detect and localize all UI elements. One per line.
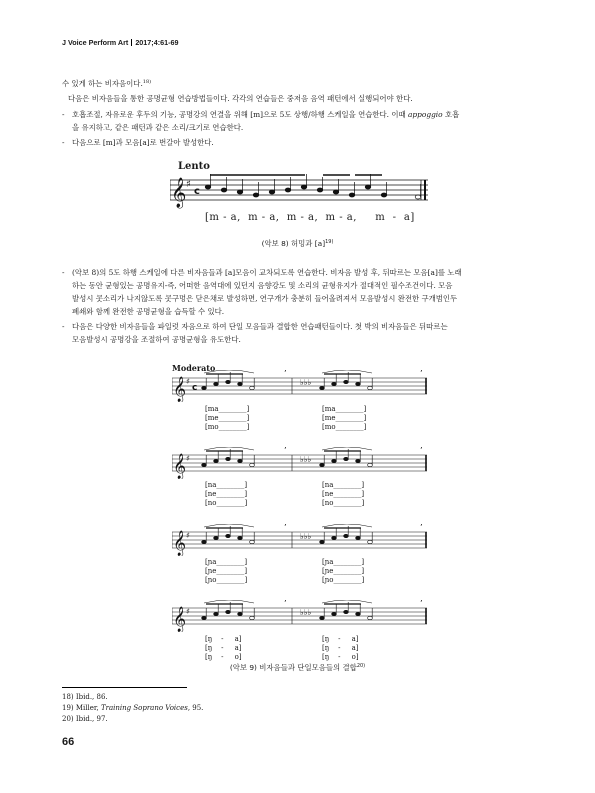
breath-mark-icon: ’ bbox=[420, 370, 423, 378]
syllable-line: [na________] bbox=[205, 481, 248, 489]
note-head bbox=[349, 193, 355, 197]
treble-clef-icon: 𝄞 bbox=[173, 531, 187, 556]
sharp-icon: ♯ bbox=[186, 179, 191, 190]
caption-figure-8 bbox=[0, 238, 595, 249]
note-head bbox=[250, 616, 255, 619]
tempo-mark-lento: Lento bbox=[178, 161, 210, 172]
breath-mark-icon: ’ bbox=[284, 370, 287, 378]
flat-icon: ♭♭♭ bbox=[300, 378, 312, 387]
note-head bbox=[344, 457, 349, 460]
note-head bbox=[368, 616, 373, 619]
page-number: 66 bbox=[62, 736, 75, 748]
sharp-icon: ♯ bbox=[186, 377, 190, 386]
caption-text: (악보 8) 허밍과 [a] bbox=[261, 239, 326, 248]
syllable-line: [ŋ - a] bbox=[322, 635, 359, 643]
note-head bbox=[356, 382, 361, 385]
bullet-1-line-1 bbox=[72, 110, 459, 120]
note-head bbox=[253, 193, 259, 197]
syllable-line: [ɲo________] bbox=[322, 576, 365, 584]
journal-issue: 2017;4:61-69 bbox=[135, 38, 179, 47]
bullet-3-line-2: 하는 동안 균형있는 공명유지-즉, 어떠한 음역대에 있던지 음향강도 및 소리의 균형유지가 절대적인 필수조건이다. 모음 bbox=[72, 281, 453, 290]
breath-mark-icon: ’ bbox=[284, 600, 287, 608]
syllable-line: [me________] bbox=[205, 414, 250, 422]
running-header bbox=[62, 38, 178, 47]
note-head bbox=[226, 380, 231, 383]
note-head bbox=[301, 185, 307, 189]
note-head bbox=[226, 534, 231, 537]
bullet-text: 호흡조절, 자유로운 후두의 기능, 공명강의 연결을 위해 [m]으로 5도 상행/하행 스케일을 연습한다. 이때 bbox=[72, 110, 406, 119]
note-head bbox=[238, 612, 243, 615]
caption-figure-9 bbox=[0, 662, 595, 673]
note-head bbox=[344, 380, 349, 383]
note-head bbox=[250, 463, 255, 466]
bullet-4-line-1: 다음은 다양한 비자음들을 파일럿 자음으로 하여 단일 모음들과 결합한 연습패턴들이다. 첫 박의 비자음들은 뒤따르는 bbox=[72, 322, 448, 331]
note-head bbox=[317, 188, 323, 192]
note-head bbox=[320, 616, 325, 619]
note-head bbox=[356, 612, 361, 615]
note-head bbox=[344, 610, 349, 613]
syllable-line: [ɲa________] bbox=[322, 558, 365, 566]
breath-mark-icon: ’ bbox=[420, 447, 423, 455]
syllable-line: [na________] bbox=[322, 481, 365, 489]
note-head bbox=[332, 382, 337, 385]
treble-clef-icon: 𝄞 bbox=[171, 178, 187, 208]
note-head bbox=[214, 536, 219, 539]
slur bbox=[204, 600, 254, 603]
footnote-ref: 19) bbox=[325, 239, 334, 245]
note-head bbox=[238, 536, 243, 539]
note-head bbox=[368, 386, 373, 389]
paragraph-text: 수 있게 하는 비자음이다. bbox=[62, 79, 143, 88]
note-head bbox=[269, 190, 275, 194]
syllable-line: [ŋ - o] bbox=[205, 653, 242, 661]
bullet-3-line-4: 폐쇄와 함께 완전한 공명균형을 습득할 수 있다. bbox=[72, 307, 225, 316]
music-staff-row bbox=[172, 524, 432, 556]
music-staff-row bbox=[172, 370, 432, 402]
note-head bbox=[221, 188, 227, 192]
slur bbox=[322, 370, 372, 373]
syllable-line: [ŋ - a] bbox=[205, 644, 242, 652]
treble-clef-icon: 𝄞 bbox=[173, 454, 187, 479]
note-head bbox=[238, 459, 243, 462]
common-time-icon: c bbox=[194, 186, 200, 197]
syllable-line: [ɲe________] bbox=[205, 567, 248, 575]
note-head bbox=[356, 459, 361, 462]
treble-clef-icon: 𝄞 bbox=[173, 607, 187, 632]
note-head bbox=[381, 193, 387, 197]
note-head bbox=[250, 386, 255, 389]
footnote-ref: 18) bbox=[142, 79, 152, 85]
syllable-lyrics-right bbox=[322, 635, 359, 662]
note-head bbox=[344, 534, 349, 537]
syllable-lyrics-right bbox=[322, 558, 364, 585]
syllable-lyrics-right bbox=[322, 405, 366, 432]
paragraph-continuation bbox=[62, 77, 151, 89]
note-head bbox=[320, 386, 325, 389]
slur bbox=[204, 447, 254, 450]
lyrics-figure-8: [m - a, m - a, m - a, m - a, m - a] bbox=[205, 212, 415, 223]
note-head bbox=[214, 612, 219, 615]
bullet-2: 다음으로 [m]과 모음[a]로 번갈아 발성한다. bbox=[72, 138, 214, 147]
syllable-line: [no________] bbox=[205, 499, 248, 507]
note-head bbox=[205, 185, 211, 189]
note-head bbox=[415, 195, 421, 199]
bullet-3-line-1: (악보 8)의 5도 하행 스케일에 다른 비자음들과 [a]모음이 교차되도록 연습한다. 비자음 발성 후, 뒤따르는 모음[a]를 노래 bbox=[72, 268, 462, 277]
footnote-text: , 95. bbox=[187, 704, 204, 712]
syllable-lyrics-left bbox=[205, 558, 247, 585]
bullet-text: 호흡 bbox=[444, 110, 460, 119]
bullet-4-line-2: 모음발성시 공명강을 조절하여 공명균형을 유도한다. bbox=[72, 335, 241, 344]
note-head bbox=[202, 386, 207, 389]
common-time-icon: c bbox=[192, 383, 198, 393]
note-head bbox=[238, 382, 243, 385]
note-head bbox=[202, 540, 207, 543]
note-head bbox=[202, 463, 207, 466]
sharp-icon: ♯ bbox=[186, 531, 190, 540]
syllable-line: [ŋ - a] bbox=[205, 635, 242, 643]
syllable-line: [ma________] bbox=[322, 405, 367, 413]
slur bbox=[322, 600, 372, 603]
syllable-line: [ɲo________] bbox=[205, 576, 248, 584]
bullet-mark: - bbox=[62, 138, 65, 147]
slur bbox=[204, 370, 254, 373]
syllable-line: [ne________] bbox=[205, 490, 248, 498]
syllable-line: [ɲa________] bbox=[205, 558, 248, 566]
note-head bbox=[368, 463, 373, 466]
italic-term: appoggio bbox=[408, 110, 443, 119]
note-head bbox=[226, 457, 231, 460]
bullet-mark: - bbox=[62, 268, 65, 277]
slur bbox=[204, 524, 254, 527]
note-head bbox=[333, 190, 339, 194]
music-staff-row bbox=[172, 447, 432, 479]
paragraph-intro: 다음은 비자음들을 통한 공명균형 연습방법들이다. 각각의 연습들은 중저음 음역 패턴에서 실행되어야 한다. bbox=[68, 94, 413, 103]
footnote-20: 20) Ibid., 97. bbox=[62, 715, 108, 723]
syllable-lyrics-right bbox=[322, 481, 364, 508]
syllable-line: [ɲe________] bbox=[322, 567, 365, 575]
note-head bbox=[202, 616, 207, 619]
slur bbox=[322, 524, 372, 527]
syllable-lyrics-left bbox=[205, 481, 247, 508]
breath-mark-icon: ’ bbox=[284, 524, 287, 532]
note-head bbox=[285, 188, 291, 192]
note-head bbox=[368, 540, 373, 543]
journal-name: J Voice Perform Art bbox=[62, 38, 129, 47]
syllable-line: [ŋ - a] bbox=[322, 644, 359, 652]
bullet-mark: - bbox=[62, 110, 65, 119]
sharp-icon: ♯ bbox=[186, 454, 190, 463]
syllable-lyrics-left bbox=[205, 635, 242, 662]
footnote-ref: 20) bbox=[356, 663, 366, 669]
slur bbox=[322, 447, 372, 450]
music-staff-figure-8 bbox=[170, 170, 430, 212]
bullet-1-line-2: 을 유지하고, 같은 패턴과 같은 소리/크기로 연습한다. bbox=[72, 123, 244, 132]
note-head bbox=[332, 612, 337, 615]
syllable-line: [me________] bbox=[322, 414, 367, 422]
breath-mark-icon: ’ bbox=[420, 524, 423, 532]
note-head bbox=[332, 459, 337, 462]
note-head bbox=[332, 536, 337, 539]
footnote-18: 18) Ibid., 86. bbox=[62, 693, 108, 701]
syllable-line: [ne________] bbox=[322, 490, 365, 498]
syllable-line: [ŋ - o] bbox=[322, 653, 359, 661]
note-head bbox=[214, 459, 219, 462]
footnote-divider bbox=[62, 687, 187, 688]
note-head bbox=[320, 463, 325, 466]
breath-mark-icon: ’ bbox=[420, 600, 423, 608]
syllable-line: [ma________] bbox=[205, 405, 250, 413]
footnote-19 bbox=[62, 703, 203, 713]
note-head bbox=[226, 610, 231, 613]
caption-text: (악보 9) 비자음들과 단일모음들의 결합 bbox=[229, 663, 357, 672]
flat-icon: ♭♭♭ bbox=[300, 608, 312, 617]
note-head bbox=[237, 190, 243, 194]
bullet-mark: - bbox=[62, 322, 65, 331]
treble-clef-icon: 𝄞 bbox=[173, 377, 187, 402]
syllable-lyrics-left bbox=[205, 405, 249, 432]
footnote-title: Training Soprano Voices bbox=[100, 704, 188, 712]
syllable-line: [mo________] bbox=[205, 423, 250, 431]
header-divider bbox=[131, 39, 132, 46]
flat-icon: ♭♭♭ bbox=[300, 532, 312, 541]
note-head bbox=[320, 540, 325, 543]
note-head bbox=[214, 382, 219, 385]
syllable-line: [mo________] bbox=[322, 423, 367, 431]
syllable-line: [no________] bbox=[322, 499, 365, 507]
flat-icon: ♭♭♭ bbox=[300, 455, 312, 464]
music-staff-row bbox=[172, 600, 432, 632]
breath-mark-icon: ’ bbox=[284, 447, 287, 455]
note-head bbox=[365, 185, 371, 189]
tempo-mark-moderato: Moderato bbox=[172, 363, 216, 373]
bullet-3-line-3: 발성시 콧소리가 나지않도록 콧구멍은 닫은채로 발성하면, 연구개가 충분히 들어올려져서 모음발성시 완전한 구개범인두 bbox=[72, 294, 458, 303]
footnote-text: 19) Miller, bbox=[62, 704, 99, 712]
note-head bbox=[356, 536, 361, 539]
sharp-icon: ♯ bbox=[186, 607, 190, 616]
note-head bbox=[250, 540, 255, 543]
